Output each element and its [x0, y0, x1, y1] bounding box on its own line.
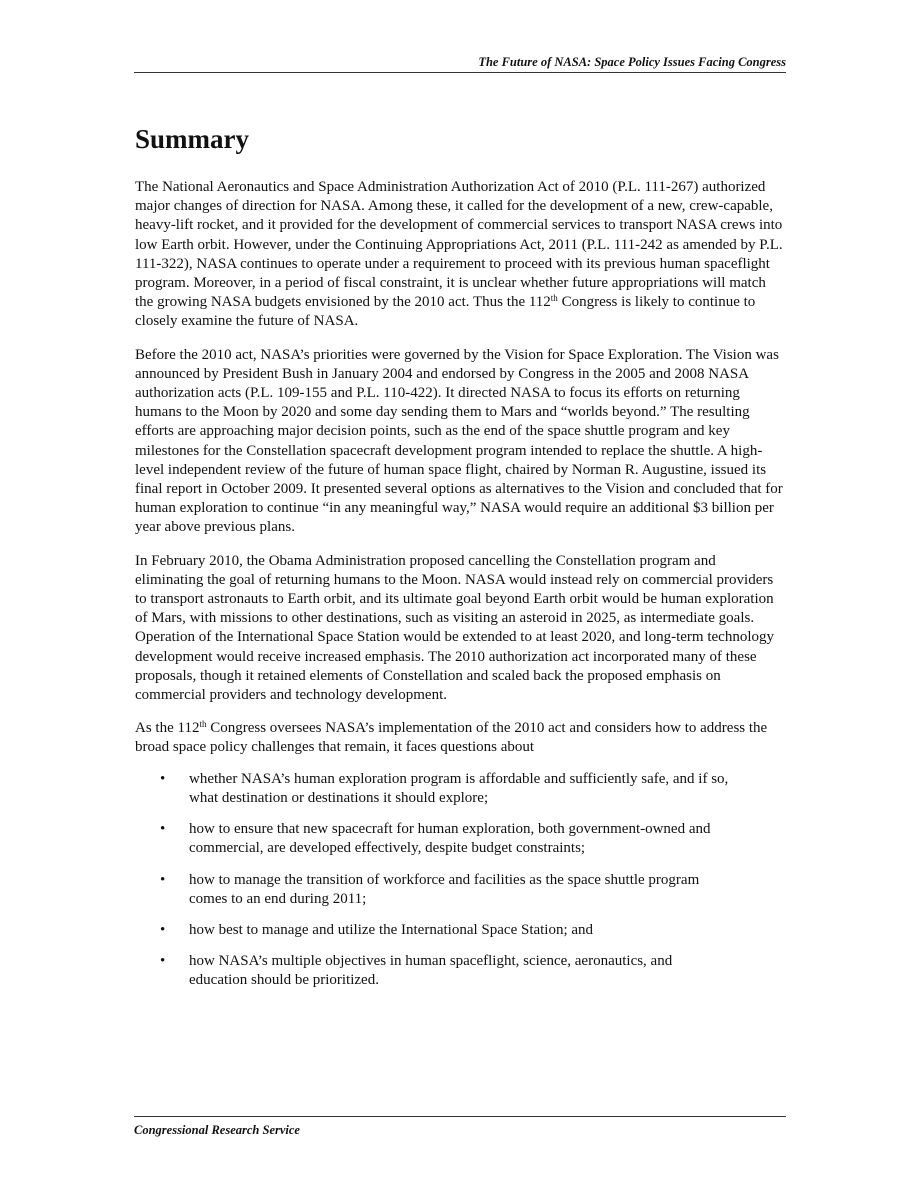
ordinal-suffix: th [199, 719, 207, 730]
paragraph-p2: Before the 2010 act, NASA’s priorities were governed by the Vision for Space Exploration. The Vision was announced by President Bush in January 2004 and endorsed by Congress in the 2005 and 2008 NASA authorization acts (P.L. 109-155 and P.L. 110-422). It directed NASA to focus its efforts on returning humans to the Moon by 2020 and some day sending them to Mars and “worlds beyond.” The resulting efforts are approaching major decision points, such as the end of the space shuttle program and key milestones for the Constellation spacecraft development program intended to replace the shuttle. A high-level independent review of the future of human space flight, chaired by Norman R. Augustine, issued its final report in October 2009. It presented several options as alternatives to the Vision and concluded that for human exploration to continue “in any meaningful way,” NASA would require an additional $3 billion per year above previous plans. [135, 346, 783, 536]
paragraph-p3: In February 2010, the Obama Administration proposed cancelling the Constellation program and eliminating the goal of returning humans to the Moon. NASA would instead rely on commercial providers to transport astronauts to Earth orbit, and its ultimate goal beyond Earth orbit would be human exploration of Mars, with missions to other destinations, such as visiting an asteroid in 2025, as intermediate goals. Operation of the International Space Station would be extended to at least 2020, and long-term technology development would receive increased emphasis. The 2010 authorization act incorporated many of these proposals, though it retained elements of Constellation and scaled back the proposed emphasis on commercial providers and technology development. [135, 552, 774, 704]
bullet-icon: • [160, 871, 166, 888]
list-item-text: how NASA’s multiple objectives in human spaceflight, science, aeronautics, and education should be prioritized. [189, 953, 673, 989]
paragraph-p1 [135, 178, 786, 332]
paragraph-text: Congress is likely to continue to closely examine the future of NASA. [135, 294, 756, 330]
paragraph-text: The National Aeronautics and Space Administration Authorization Act of 2010 (P.L. 111-267) authorized major changes of direction for NASA. Among these, it called for the development of a new, crew-capable, heavy-lift rocket, and it provided for the development of commercial services to transport NASA crews into low Earth orbit. However, under the Continuing Appropriations Act, 2011 (P.L. 111-242 as amended by P.L. 111-322), NASA continues to operate under a requirement to proceed with its previous human spaceflight program. Moreover, in a period of fiscal constraint, it is unclear whether future appropriations will match the growing NASA budgets envisioned by the 2010 act. Thus the 112 [135, 179, 783, 311]
paragraph-text: As the 112 [135, 720, 200, 737]
list-item [135, 770, 729, 808]
list-item [135, 871, 729, 909]
bullet-icon: • [160, 770, 166, 787]
list-item-text: whether NASA’s human exploration program is affordable and sufficiently safe, and if so, what destination or destinations it should explore; [189, 770, 729, 806]
running-footer: Congressional Research Service [134, 1116, 786, 1138]
running-header: The Future of NASA: Space Policy Issues Facing Congress [134, 55, 786, 73]
bullet-icon: • [160, 821, 166, 838]
list-item-text: how to manage the transition of workforce and facilities as the space shuttle program comes to an end during 2011; [189, 871, 700, 907]
questions-list [135, 770, 786, 991]
paragraph-p4 [135, 719, 786, 757]
ordinal-suffix: th [550, 293, 558, 304]
list-item-text: how best to manage and utilize the International Space Station; and [189, 921, 594, 938]
list-item [135, 820, 729, 858]
bullet-icon: • [160, 953, 166, 970]
list-item [135, 952, 729, 990]
paragraph-text: Congress oversees NASA’s implementation of the 2010 act and considers how to address the broad space policy challenges that remain, it faces questions about [135, 720, 768, 756]
list-item [135, 921, 729, 940]
summary-body [135, 178, 786, 1003]
bullet-icon: • [160, 921, 166, 938]
list-item-text: how to ensure that new spacecraft for human exploration, both government-owned and commercial, are developed effectively, despite budget constraints; [189, 821, 711, 857]
page-title: Summary [135, 124, 249, 154]
